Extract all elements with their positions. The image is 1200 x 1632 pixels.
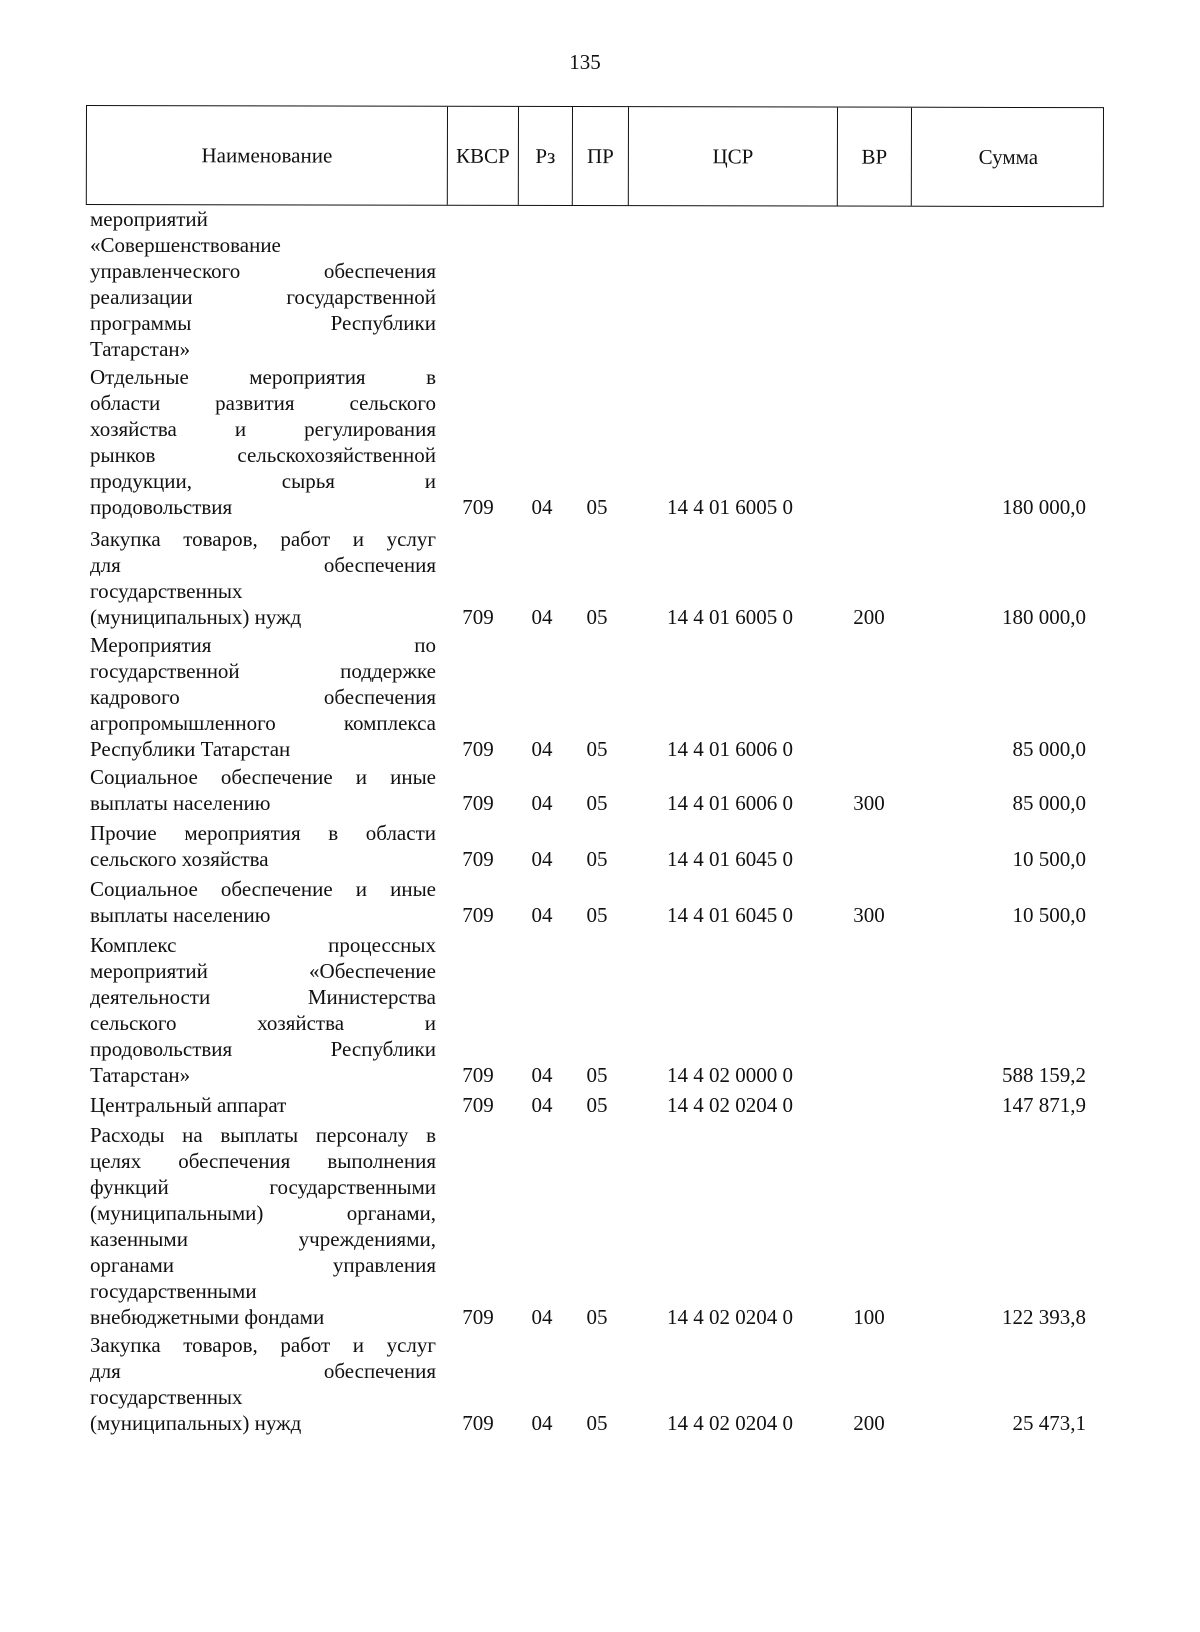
row-name-line: Прочие мероприятия в области [90,821,436,845]
row-name-line: органами управления [90,1253,436,1277]
row-name-line: «Совершенствование [90,233,281,257]
row-name-line: сельского хозяйства [90,847,269,871]
header-pr: ПР [572,107,628,205]
row-name [90,206,436,362]
cell-sum [910,336,1086,362]
cell-sum: 180 000,0 [1002,605,1086,629]
cell-kvsr: 709 [462,903,494,927]
row-name [90,1122,436,1330]
cell-sum: 180 000,0 [1002,495,1086,519]
cell-pr: 05 [586,1305,608,1329]
cell-rz: 04 [531,1411,553,1435]
row-name-line: области развития сельского [90,391,436,415]
cell-csr: 14 4 02 0000 0 [667,1063,793,1087]
cell-csr: 14 4 01 6006 0 [667,791,793,815]
row-name-line: сельского хозяйства и [90,1011,436,1035]
row-name [90,1092,436,1118]
header-kvsr: КВСР [447,107,518,205]
cell-vr: 100 [853,1305,885,1329]
cell-vr: 200 [853,1411,885,1435]
cell-sum: 85 000,0 [1012,791,1086,815]
cell-kvsr [450,336,506,362]
row-name-line: (муниципальными) органами, [90,1201,436,1225]
cell-rz: 04 [531,847,553,871]
cell-pr: 05 [586,495,608,519]
cell-csr: 14 4 02 0204 0 [667,1411,793,1435]
row-name [90,632,436,762]
cell-kvsr: 709 [462,1063,494,1087]
row-name-line: Социальное обеспечение и иные [90,877,436,901]
table-header [86,105,1104,207]
row-name-line: Мероприятия по [90,633,436,657]
row-name-line: Расходы на выплаты персоналу в [90,1123,436,1147]
cell-vr: 300 [853,903,885,927]
row-name-line: Социальное обеспечение и иные [90,765,436,789]
cell-sum: 25 473,1 [1012,1411,1086,1435]
row-name-line: хозяйства и регулирования [90,417,436,441]
cell-vr [840,336,898,362]
header-sum: Сумма [911,108,1105,206]
row-name-line: внебюджетными фондами [90,1305,325,1329]
row-name-line: реализации государственной [90,285,436,309]
cell-csr: 14 4 01 6005 0 [667,605,793,629]
header-csr: ЦСР [628,107,837,205]
cell-sum: 10 500,0 [1012,847,1086,871]
row-name-line: функций государственными [90,1175,436,1199]
cell-sum: 10 500,0 [1012,903,1086,927]
table-row [90,206,1100,362]
cell-pr: 05 [586,903,608,927]
cell-rz: 04 [531,1305,553,1329]
table-row [90,1122,1100,1330]
cell-csr: 14 4 02 0204 0 [667,1305,793,1329]
row-name-line: рынков сельскохозяйственной [90,443,436,467]
cell-vr [840,846,898,872]
row-name-line: казенными учреждениями, [90,1227,436,1251]
row-name [90,526,436,630]
header-name: Наименование [201,142,333,168]
header-rz: Рз [518,107,572,205]
cell-kvsr: 709 [462,791,494,815]
row-name-line: Закупка товаров, работ и услуг [90,1333,436,1357]
cell-csr: 14 4 01 6005 0 [667,495,793,519]
row-name-line: для обеспечения [90,1359,436,1383]
row-name [90,1332,436,1436]
cell-rz: 04 [531,1063,553,1087]
row-name-line: Закупка товаров, работ и услуг [90,527,436,551]
row-name-line: (муниципальных) нужд [90,605,302,629]
cell-rz: 04 [531,791,553,815]
row-name-line: Республики Татарстан [90,737,291,761]
row-name-line: выплаты населению [90,903,271,927]
table-row [90,632,1100,762]
cell-kvsr: 709 [462,605,494,629]
cell-kvsr: 709 [462,737,494,761]
cell-csr: 14 4 01 6045 0 [667,903,793,927]
row-name-line: агропромышленного комплекса [90,711,436,735]
table-row [90,764,1100,816]
cell-vr: 300 [853,791,885,815]
table-row [90,364,1100,520]
row-name-line: государственной поддержке [90,659,436,683]
cell-pr: 05 [586,847,608,871]
cell-sum: 85 000,0 [1012,737,1086,761]
row-name-line: Центральный аппарат [90,1093,287,1117]
cell-rz: 04 [531,495,553,519]
row-name-line: государственных [90,1385,243,1409]
cell-pr: 05 [586,1411,608,1435]
table-row [90,1092,1100,1118]
cell-pr [570,336,624,362]
cell-rz: 04 [531,903,553,927]
row-name-line: (муниципальных) нужд [90,1411,302,1435]
page-number: 135 [569,50,601,74]
cell-pr: 05 [586,791,608,815]
cell-csr: 14 4 02 0204 0 [667,1093,793,1117]
row-name-line: продовольствия Республики [90,1037,436,1061]
cell-kvsr: 709 [462,847,494,871]
header-vr: ВР [837,108,911,206]
row-name-line: для обеспечения [90,553,436,577]
row-name-line: мероприятий [90,207,208,231]
row-name [90,876,436,928]
cell-sum: 122 393,8 [1002,1305,1086,1329]
row-name-line: Татарстан» [90,337,191,361]
cell-vr: 200 [853,605,885,629]
cell-rz: 04 [531,1093,553,1117]
row-name [90,932,436,1088]
row-name-line: целях обеспечения выполнения [90,1149,436,1173]
row-name [90,364,436,520]
cell-vr [840,494,898,520]
row-name [90,820,436,872]
cell-vr [840,1092,898,1118]
table-row [90,526,1100,630]
cell-kvsr: 709 [462,1305,494,1329]
cell-vr [840,1062,898,1088]
row-name-line: Комплекс процессных [90,933,436,957]
table-row [90,876,1100,928]
cell-csr: 14 4 01 6045 0 [667,847,793,871]
row-name-line: государственных [90,579,243,603]
cell-kvsr: 709 [462,495,494,519]
cell-pr: 05 [586,605,608,629]
cell-pr: 05 [586,1093,608,1117]
cell-rz: 04 [531,737,553,761]
row-name-line: продукции, сырья и [90,469,436,493]
table-row [90,932,1100,1088]
cell-kvsr: 709 [462,1093,494,1117]
cell-kvsr: 709 [462,1411,494,1435]
row-name-line: управленческого обеспечения [90,259,436,283]
table-row [90,820,1100,872]
row-name-line: деятельности Министерства [90,985,436,1009]
row-name-line: программы Республики [90,311,436,335]
cell-rz [515,336,569,362]
cell-rz: 04 [531,605,553,629]
cell-sum: 588 159,2 [1002,1063,1086,1087]
cell-sum: 147 871,9 [1002,1093,1086,1117]
cell-pr: 05 [586,1063,608,1087]
row-name-line: продовольствия [90,495,233,519]
table-row [90,1332,1100,1436]
row-name-line: Отдельные мероприятия в [90,365,436,389]
row-name-line: Татарстан» [90,1063,191,1087]
row-name-line: кадрового обеспечения [90,685,436,709]
row-name-line: выплаты населению [90,791,271,815]
row-name [90,764,436,816]
row-name-line: мероприятий «Обеспечение [90,959,436,983]
cell-csr [640,336,820,362]
cell-csr: 14 4 01 6006 0 [667,737,793,761]
cell-vr [840,736,898,762]
cell-pr: 05 [586,737,608,761]
row-name-line: государственными [90,1279,257,1303]
